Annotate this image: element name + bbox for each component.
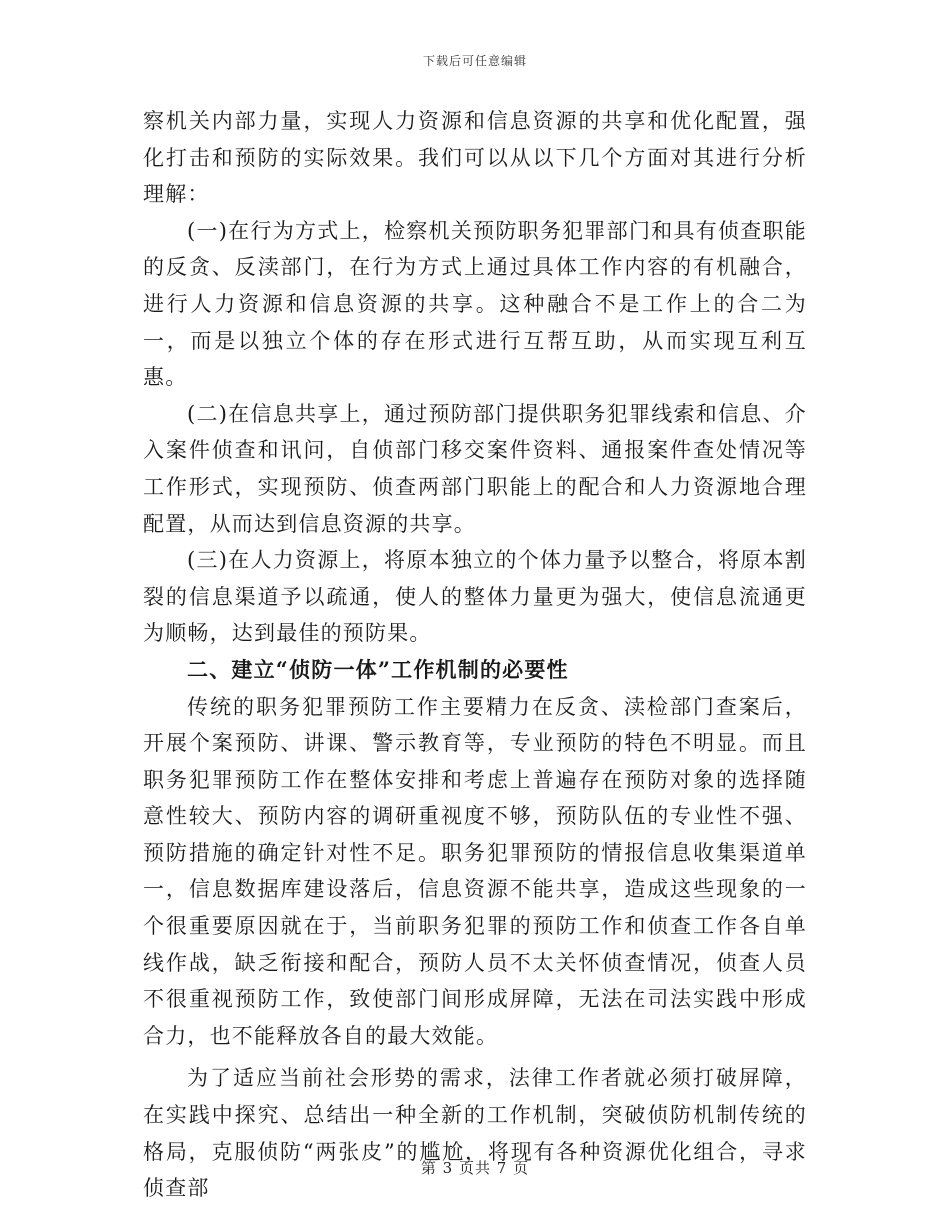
document-body — [143, 103, 807, 1207]
page-footer: 第 3 页共 7 页 — [420, 1159, 530, 1177]
paragraph-necessity: 传统的职务犯罪预防工作主要精力在反贪、渎检部门查案后，开展个案预防、讲课、警示教育等，专业预防的特色不明显。而且职务犯罪预防工作在整体安排和考虑上普遍存在预防对象的选择随意性较大、预防内容的调研重视度不够，预防队伍的专业性不强、预防措施的确定针对性不足。职务犯罪预防的情报信息收集渠道单一，信息数据库建设落后，信息资源不能共享，造成这些现象的一个很重要原因就在于，当前职务犯罪的预防工作和侦查工作各自单线作战，缺乏衔接和配合，预防人员不太关怀侦查情况，侦查人员不很重视预防工作，致使部门间形成屏障，无法在司法实践中形成合力，也不能释放各自的最大效能。 — [143, 694, 807, 1048]
paragraph-adaptation: 为了适应当前社会形势的需求，法律工作者就必须打破屏障，在实践中探究、总结出一种全新的工作机制，突破侦防机制传统的格局，克服侦防“两张皮”的尴尬，将现有各种资源优化组合，寻求侦查部 — [143, 1066, 807, 1201]
paragraph-item-3: (三)在人力资源上，将原本独立的个体力量予以整合，将原本割裂的信息渠道予以疏通，使人的整体力量更为强大，使信息流通更为顺畅，达到最佳的预防果。 — [143, 548, 807, 646]
section-heading: 二、建立“侦防一体”工作机制的必要性 — [187, 656, 569, 682]
paragraph-continuation: 察机关内部力量，实现人力资源和信息资源的共享和优化配置，强化打击和预防的实际效果。我们可以从以下几个方面对其进行分析理解： — [143, 109, 807, 207]
page-header: 下载后可任意编辑 — [422, 54, 527, 68]
paragraph-item-1: (一)在行为方式上，检察机关预防职务犯罪部门和具有侦查职能的反贪、反渎部门，在行为方式上通过具体工作内容的有机融合，进行人力资源和信息资源的共享。这种融合不是工作上的合二为一，而是以独立个体的存在形式进行互帮互助，从而实现互利互惠。 — [143, 218, 807, 390]
paragraph-item-2: (二)在信息共享上，通过预防部门提供职务犯罪线索和信息、介入案件侦查和讯问，自侦部门移交案件资料、通报案件查处情况等工作形式，实现预防、侦查两部门职能上的配合和人力资源地合理配置，从而达到信息资源的共享。 — [143, 401, 807, 536]
